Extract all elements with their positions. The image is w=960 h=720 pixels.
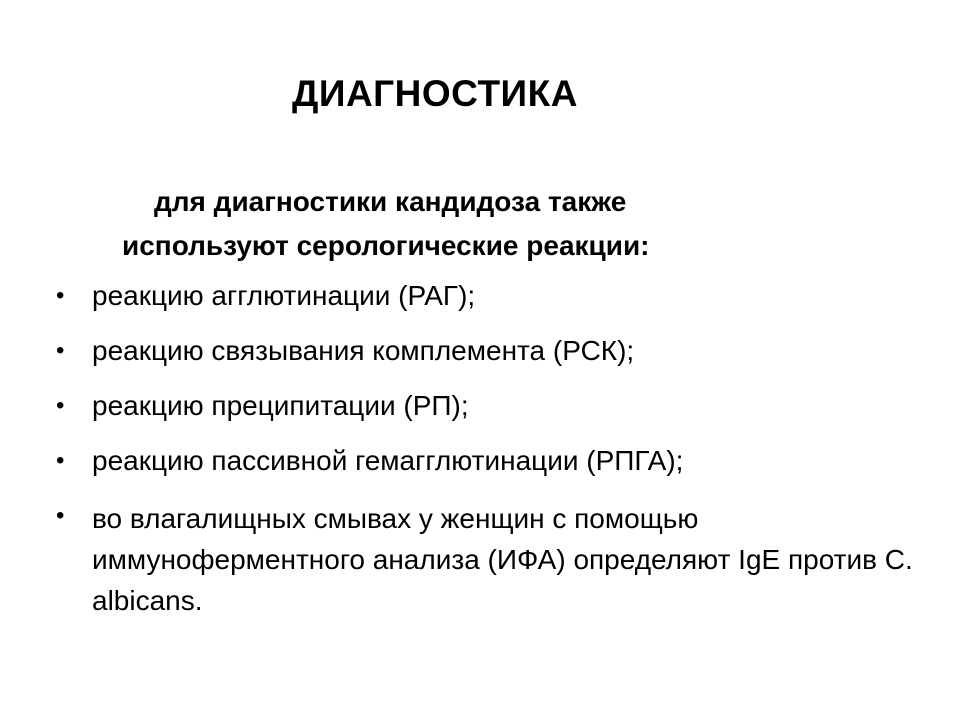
list-item-text: реакцию пассивной гемагглютинации (РПГА); [92, 445, 684, 476]
list-item [56, 333, 936, 369]
list-item [56, 498, 936, 621]
list-item-text: реакцию преципитации (РП); [92, 390, 469, 421]
bullet-icon: • [56, 337, 65, 364]
intro-paragraph [122, 180, 894, 268]
bullet-icon: • [56, 392, 65, 419]
list-item-text: во влагалищных смывах у женщин с помощью иммуноферментного анализа (ИФА) определяют IgE против C. albicans. [92, 503, 913, 616]
list-item [56, 278, 936, 314]
list-item [56, 443, 936, 479]
intro-line-2: используют серологические реакции: [122, 230, 650, 261]
bullet-icon: • [56, 447, 65, 474]
bullet-list [56, 278, 936, 640]
slide-title: ДИАГНОСТИКА [292, 73, 578, 114]
list-item [56, 388, 936, 424]
list-item-text: реакцию агглютинации (РАГ); [92, 280, 476, 311]
list-item-text: реакцию связывания комплемента (РСК); [92, 335, 635, 366]
bullet-icon: • [56, 502, 65, 529]
intro-line-1: для диагностики кандидоза также [154, 186, 627, 217]
bullet-icon: • [56, 282, 65, 309]
